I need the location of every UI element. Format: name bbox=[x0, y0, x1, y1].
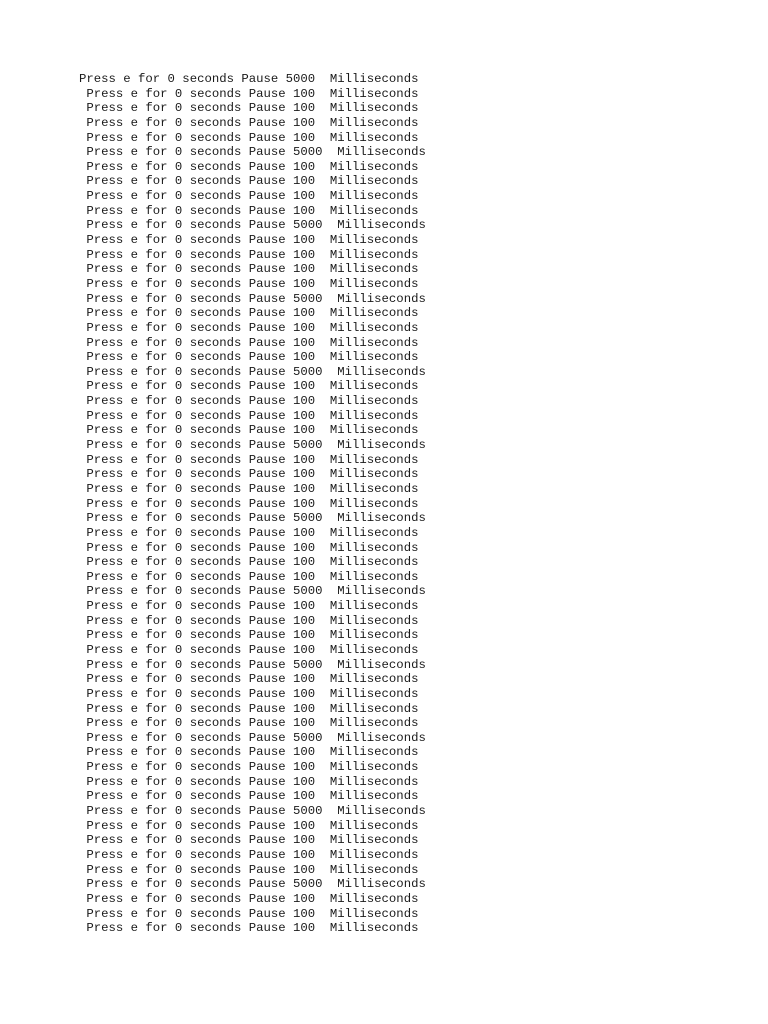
log-line: Press e for 0 seconds Pause 5000 Milliseconds bbox=[79, 804, 426, 819]
log-line: Press e for 0 seconds Pause 100 Milliseconds bbox=[79, 525, 419, 540]
log-line: Press e for 0 seconds Pause 100 Milliseconds bbox=[79, 774, 419, 789]
log-line: Press e for 0 seconds Pause 100 Milliseconds bbox=[79, 86, 419, 101]
log-line: Press e for 0 seconds Pause 100 Milliseconds bbox=[79, 379, 419, 394]
log-line: Press e for 0 seconds Pause 100 Milliseconds bbox=[79, 555, 419, 570]
log-line: Press e for 0 seconds Pause 5000 Milliseconds bbox=[79, 730, 426, 745]
log-line: Press e for 0 seconds Pause 100 Milliseconds bbox=[79, 701, 419, 716]
log-line: Press e for 0 seconds Pause 5000 Milliseconds bbox=[79, 218, 426, 233]
log-line: Press e for 0 seconds Pause 5000 Milliseconds bbox=[79, 145, 426, 160]
log-line: Press e for 0 seconds Pause 100 Milliseconds bbox=[79, 481, 419, 496]
log-line: Press e for 0 seconds Pause 100 Milliseconds bbox=[79, 818, 419, 833]
log-line: Press e for 0 seconds Pause 100 Milliseconds bbox=[79, 203, 419, 218]
log-line: Press e for 0 seconds Pause 100 Milliseconds bbox=[79, 174, 419, 189]
log-line: Press e for 0 seconds Pause 5000 Milliseconds bbox=[79, 438, 426, 453]
log-line: Press e for 0 seconds Pause 5000 Milliseconds bbox=[79, 511, 426, 526]
log-line: Press e for 0 seconds Pause 100 Milliseconds bbox=[79, 833, 419, 848]
log-line: Press e for 0 seconds Pause 100 Milliseconds bbox=[79, 745, 419, 760]
log-line: Press e for 0 seconds Pause 100 Milliseconds bbox=[79, 642, 419, 657]
log-line: Press e for 0 seconds Pause 5000 Milliseconds bbox=[79, 584, 426, 599]
log-line: Press e for 0 seconds Pause 100 Milliseconds bbox=[79, 540, 419, 555]
log-line: Press e for 0 seconds Pause 100 Milliseconds bbox=[79, 423, 419, 438]
log-line: Press e for 0 seconds Pause 100 Milliseconds bbox=[79, 276, 419, 291]
log-line: Press e for 0 seconds Pause 100 Milliseconds bbox=[79, 159, 419, 174]
log-line: Press e for 0 seconds Pause 5000 Milliseconds bbox=[79, 72, 419, 86]
log-line: Press e for 0 seconds Pause 100 Milliseconds bbox=[79, 569, 419, 584]
log-line: Press e for 0 seconds Pause 100 Milliseconds bbox=[79, 189, 419, 204]
log-line: Press e for 0 seconds Pause 100 Milliseconds bbox=[79, 247, 419, 262]
log-line: Press e for 0 seconds Pause 100 Milliseconds bbox=[79, 760, 419, 775]
log-line: Press e for 0 seconds Pause 100 Milliseconds bbox=[79, 716, 419, 731]
log-text-block bbox=[79, 72, 426, 936]
log-line: Press e for 0 seconds Pause 100 Milliseconds bbox=[79, 672, 419, 687]
log-line: Press e for 0 seconds Pause 100 Milliseconds bbox=[79, 115, 419, 130]
log-line: Press e for 0 seconds Pause 100 Milliseconds bbox=[79, 496, 419, 511]
log-line: Press e for 0 seconds Pause 5000 Milliseconds bbox=[79, 657, 426, 672]
log-line: Press e for 0 seconds Pause 100 Milliseconds bbox=[79, 233, 419, 248]
log-line: Press e for 0 seconds Pause 5000 Milliseconds bbox=[79, 364, 426, 379]
log-line: Press e for 0 seconds Pause 100 Milliseconds bbox=[79, 452, 419, 467]
log-line: Press e for 0 seconds Pause 100 Milliseconds bbox=[79, 906, 419, 921]
log-line: Press e for 0 seconds Pause 100 Milliseconds bbox=[79, 628, 419, 643]
log-line: Press e for 0 seconds Pause 100 Milliseconds bbox=[79, 862, 419, 877]
log-line: Press e for 0 seconds Pause 100 Milliseconds bbox=[79, 320, 419, 335]
log-line: Press e for 0 seconds Pause 100 Milliseconds bbox=[79, 921, 419, 936]
log-line: Press e for 0 seconds Pause 100 Milliseconds bbox=[79, 350, 419, 365]
log-line: Press e for 0 seconds Pause 100 Milliseconds bbox=[79, 335, 419, 350]
log-line: Press e for 0 seconds Pause 100 Milliseconds bbox=[79, 847, 419, 862]
log-line: Press e for 0 seconds Pause 100 Milliseconds bbox=[79, 613, 419, 628]
log-line: Press e for 0 seconds Pause 100 Milliseconds bbox=[79, 262, 419, 277]
log-line: Press e for 0 seconds Pause 100 Milliseconds bbox=[79, 101, 419, 116]
log-line: Press e for 0 seconds Pause 5000 Milliseconds bbox=[79, 877, 426, 892]
log-line: Press e for 0 seconds Pause 100 Milliseconds bbox=[79, 394, 419, 409]
log-line: Press e for 0 seconds Pause 5000 Milliseconds bbox=[79, 291, 426, 306]
log-line: Press e for 0 seconds Pause 100 Milliseconds bbox=[79, 599, 419, 614]
log-line: Press e for 0 seconds Pause 100 Milliseconds bbox=[79, 891, 419, 906]
log-line: Press e for 0 seconds Pause 100 Milliseconds bbox=[79, 130, 419, 145]
log-line: Press e for 0 seconds Pause 100 Milliseconds bbox=[79, 686, 419, 701]
log-line: Press e for 0 seconds Pause 100 Milliseconds bbox=[79, 306, 419, 321]
log-line: Press e for 0 seconds Pause 100 Milliseconds bbox=[79, 408, 419, 423]
log-line: Press e for 0 seconds Pause 100 Milliseconds bbox=[79, 467, 419, 482]
log-line: Press e for 0 seconds Pause 100 Milliseconds bbox=[79, 789, 419, 804]
